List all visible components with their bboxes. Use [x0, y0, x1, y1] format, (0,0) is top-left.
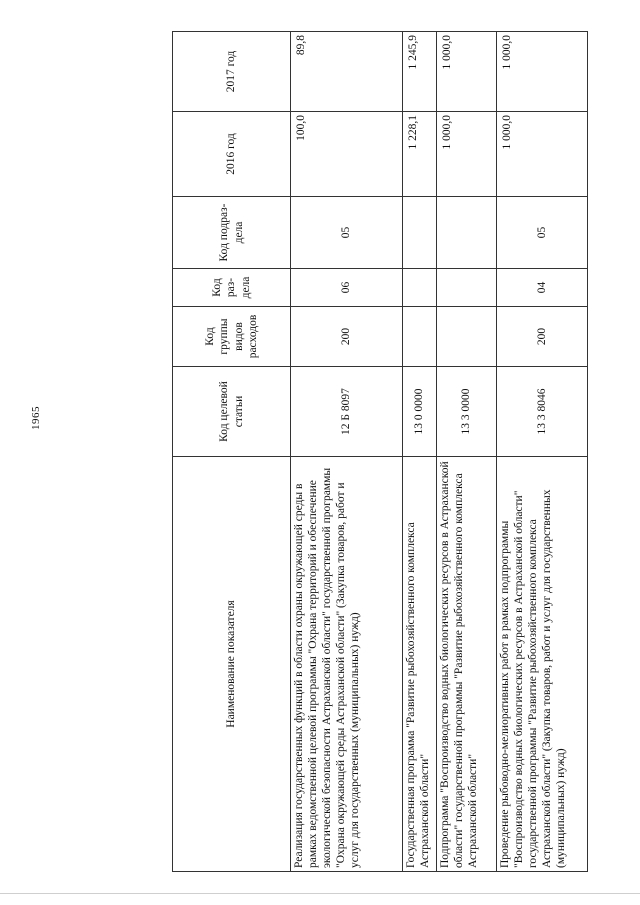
row-group-code: 200: [497, 307, 588, 367]
row-group-code: [437, 307, 497, 367]
budget-table: [172, 31, 588, 872]
page-number: 1965: [30, 406, 42, 430]
row-value-2016: 100,0: [291, 112, 403, 197]
header-name: Наименование показателя: [173, 457, 291, 872]
header-2017: 2017 год: [173, 32, 291, 112]
row-name: Подпрограмма "Воспроизводство водных биологических ресурсов в Астраханской области" государственной программы "Развитие рыбохозяйственного комплекса Астраханской области": [437, 457, 497, 872]
row-subsection-code: 05: [291, 197, 403, 269]
header-subsection-code: Код подраз- дела: [173, 197, 291, 269]
page-edge-line: [0, 893, 640, 894]
row-target-code: 13 0 0000: [403, 367, 437, 457]
row-target-code: 13 3 8046: [497, 367, 588, 457]
row-value-2017: 1 245,9: [403, 32, 437, 112]
row-target-code: 12 Б 8097: [291, 367, 403, 457]
row-value-2017: 89,8: [291, 32, 403, 112]
row-name: Реализация государственных функций в области охраны окружающей среды в рамках ведомственной целевой программы "Охрана территорий и обеспечение экологической безопасности Астраханской области" государственной программы "Охрана окружающей среды Астраханской области" (Закупка товаров, работ и услуг для государственных (муниципальных) нужд): [291, 457, 403, 872]
row-value-2016: 1 000,0: [437, 112, 497, 197]
row-value-2016: 1 000,0: [497, 112, 588, 197]
row-target-code: 13 3 0000: [437, 367, 497, 457]
table-row: [437, 32, 497, 872]
table-row: [291, 32, 403, 872]
row-subsection-code: 05: [497, 197, 588, 269]
row-section-code: [437, 269, 497, 307]
header-expense-group-code: Код группы видов расходов: [173, 307, 291, 367]
row-name: Проведение рыбоводно-мелиоративных работ в рамках подпрограммы "Воспроизводство водных биологических ресурсов в Астраханской области" государственной программы "Развитие рыбохозяйственного комплекса Астраханской области" (Закупка товаров, работ и услуг для государственных (муниципальных) нужд): [497, 457, 588, 872]
table-row: [403, 32, 437, 872]
row-subsection-code: [403, 197, 437, 269]
row-value-2016: 1 228,1: [403, 112, 437, 197]
row-value-2017: 1 000,0: [437, 32, 497, 112]
budget-table-container: [172, 32, 568, 872]
header-section-code: Код раз- дела: [173, 269, 291, 307]
row-subsection-code: [437, 197, 497, 269]
table-row: [497, 32, 588, 872]
header-2016: 2016 год: [173, 112, 291, 197]
table-header-row: [173, 32, 291, 872]
header-target-code: Код целевой статьи: [173, 367, 291, 457]
row-group-code: 200: [291, 307, 403, 367]
row-section-code: 06: [291, 269, 403, 307]
row-section-code: 04: [497, 269, 588, 307]
row-name: Государственная программа "Развитие рыбохозяйственного комплекса Астраханской области": [403, 457, 437, 872]
row-group-code: [403, 307, 437, 367]
row-section-code: [403, 269, 437, 307]
row-value-2017: 1 000,0: [497, 32, 588, 112]
